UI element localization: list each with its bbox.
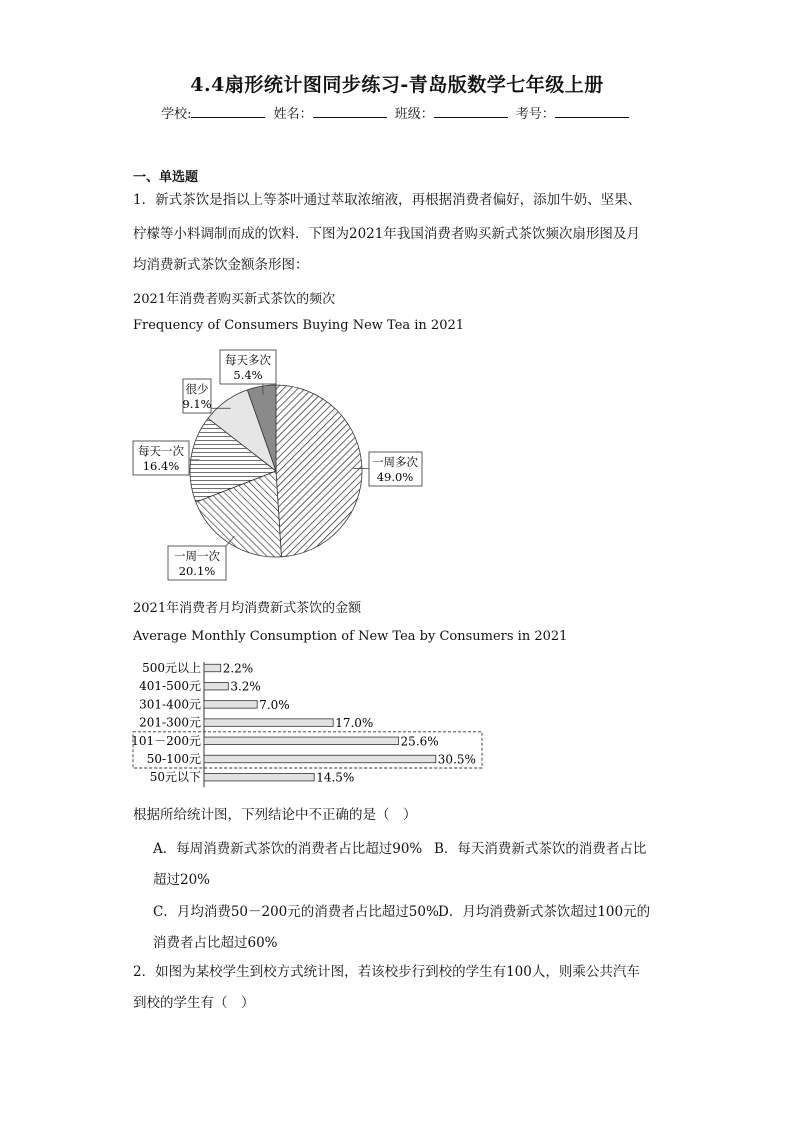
pie-title-cn: 2021年消费者购买新式茶饮的频次	[133, 292, 336, 307]
q1-line-3: 均消费新式茶饮金额条形图：	[133, 257, 309, 273]
bar	[204, 755, 436, 763]
pie-slice-value: 5.4%	[233, 368, 263, 382]
q1-question: 根据所给统计图，下列结论中不正确的是（ ）	[133, 807, 417, 823]
option-b-continued: 超过20%	[153, 872, 211, 888]
bar-value-label: 2.2%	[222, 661, 254, 676]
q2-line-1: 2．如图为某校学生到校方式统计图，若该校步行到校的学生有100人，则乘公共汽车	[133, 964, 640, 980]
option-c[interactable]: C．月均消费50－200元的消费者占比超过50%	[153, 904, 439, 920]
bar-value-label: 14.5%	[316, 770, 355, 785]
name-label: 姓名：	[273, 107, 313, 122]
pie-slice-value: 20.1%	[178, 564, 216, 578]
bar-category-label: 101－200元	[131, 733, 201, 748]
pie-slice-label: 一周多次	[372, 455, 418, 469]
school-label: 学校:	[161, 107, 192, 122]
pie-title-en: Frequency of Consumers Buying New Tea in 2021	[133, 318, 465, 333]
option-a[interactable]: A．每周消费新式茶饮的消费者占比超过90%	[153, 841, 423, 857]
exam-no-label: 考号：	[515, 107, 555, 122]
bar-category-label: 401-500元	[139, 679, 201, 694]
class-label: 班级：	[394, 107, 434, 122]
option-d-continued: 消费者占比超过60%	[153, 935, 278, 951]
q1-line-2: 柠檬等小料调制而成的饮料．下图为2021年我国消费者购买新式茶饮频次扇形图及月	[133, 226, 640, 242]
bar-category-label: 50元以下	[149, 770, 201, 785]
bar-chart	[131, 660, 482, 787]
option-b[interactable]: B．每天消费新式茶饮的消费者占比	[434, 841, 647, 857]
pie-slice-value: 9.1%	[182, 397, 212, 411]
bar	[204, 773, 314, 781]
bar-value-label: 7.0%	[259, 697, 290, 712]
bar-title-en: Average Monthly Consumption of New Tea by Consumers in 2021	[133, 629, 568, 644]
bar-value-label: 25.6%	[400, 734, 439, 749]
pie-chart	[133, 350, 422, 580]
bar	[204, 701, 257, 709]
option-d[interactable]: D．月均消费新式茶饮超过100元的	[438, 904, 651, 920]
pie-slice-label: 很少	[185, 382, 209, 396]
pie-slice-label: 每天一次	[138, 444, 184, 458]
bar-value-label: 17.0%	[335, 716, 374, 731]
pie-slice-label: 每天多次	[225, 353, 271, 367]
section-heading: 一、单选题	[133, 170, 199, 185]
q2-line-2: 到校的学生有（ ）	[133, 995, 255, 1011]
bar-category-label: 50-100元	[146, 752, 201, 766]
bar	[204, 682, 228, 690]
q1-line-1: 1．新式茶饮是指以上等茶叶通过萃取浓缩液，再根据消费者偏好，添加牛奶、坚果、	[133, 192, 642, 208]
bar-title-cn: 2021年消费者月均消费新式茶饮的金额	[133, 601, 362, 616]
pie-slice-value: 16.4%	[142, 459, 180, 473]
bar	[204, 664, 221, 672]
bar-category-label: 201-300元	[139, 715, 201, 730]
page-title: 4.4扇形统计图同步练习-青岛版数学七年级上册	[190, 74, 604, 96]
pie-slice	[276, 385, 362, 557]
bar	[204, 719, 333, 727]
bar-category-label: 301-400元	[139, 697, 201, 712]
pie-slice-label: 一周一次	[174, 549, 220, 563]
pie-slice-value: 49.0%	[376, 470, 414, 484]
bar-category-label: 500元以上	[142, 661, 201, 675]
bar-value-label: 3.2%	[230, 679, 261, 694]
bar-value-label: 30.5%	[437, 752, 476, 767]
bar	[204, 737, 399, 745]
